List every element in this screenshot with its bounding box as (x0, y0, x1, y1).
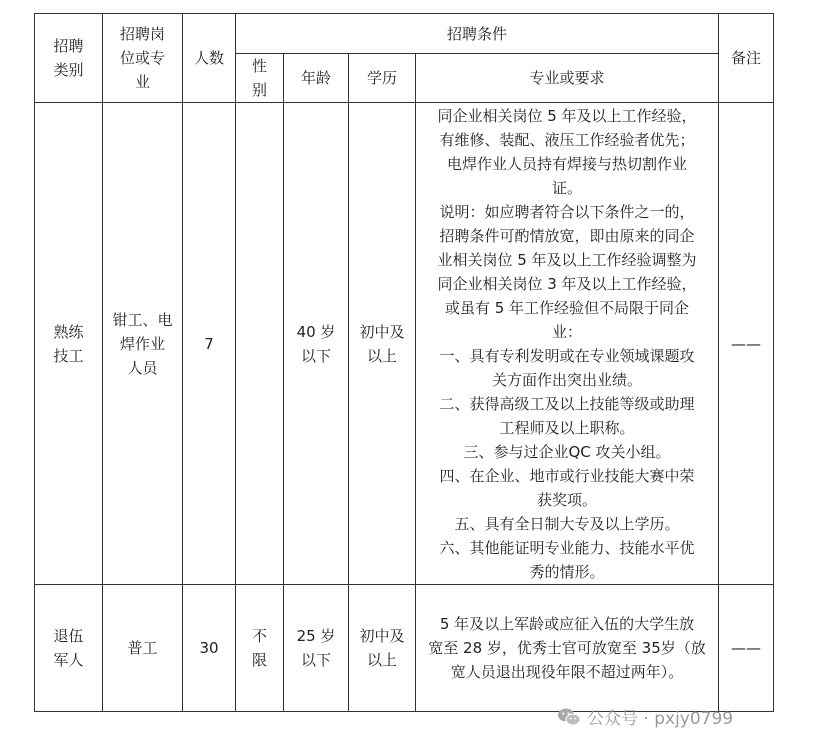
header-gender: 性 别 (236, 54, 284, 103)
header-age: 年龄 (284, 54, 349, 103)
recruitment-table (34, 13, 774, 712)
cell-position: 普工 (103, 585, 183, 712)
cell-gender (236, 103, 284, 585)
header-category: 招聘 类别 (35, 14, 103, 103)
watermark-text: 公众号 · pxjy0799 (587, 709, 734, 729)
cell-gender: 不 限 (236, 585, 284, 712)
header-position: 招聘岗 位或专 业 (103, 14, 183, 103)
cell-education: 初中及 以上 (349, 585, 416, 712)
cell-position: 钳工、电 焊作业 人员 (103, 103, 183, 585)
table-row (35, 103, 774, 585)
cell-education: 初中及 以上 (349, 103, 416, 585)
wechat-icon (557, 707, 581, 727)
cell-remarks: —— (719, 585, 774, 712)
cell-category: 熟练 技工 (35, 103, 103, 585)
table-row (35, 585, 774, 712)
header-count: 人数 (183, 14, 236, 103)
watermark (557, 704, 733, 729)
header-education: 学历 (349, 54, 416, 103)
cell-remarks: —— (719, 103, 774, 585)
cell-requirements: 同企业相关岗位 5 年及以上工作经验， 有维修、装配、液压工作经验者优先； 电焊作业人员持有焊接与热切割作业 证。 说明：如应聘者符合以下条件之一的， 招聘条件可酌情放宽，即由原来的同企 业相关岗位 5 年及以上工作经验调整为 同企业相关岗位 3 年及以上工作经验， 或虽有 5 年工作经验但不局限于同企 业： 一、具有专利发明或在专业领域课题攻 关方面作出突出业绩。 二、获得高级工及以上技能等级或助理 工程师及以上职称。 三、参与过企业QC 攻关小组。 四、在企业、地市或行业技能大赛中荣 获奖项。 五、具有全日制大专及以上学历。 六、其他能证明专业能力、技能水平优 秀的情形。 (416, 103, 719, 585)
cell-age: 25 岁 以下 (284, 585, 349, 712)
cell-count: 30 (183, 585, 236, 712)
header-conditions: 招聘条件 (236, 14, 719, 54)
header-major-requirements: 专业或要求 (416, 54, 719, 103)
header-remarks: 备注 (719, 14, 774, 103)
cell-age: 40 岁 以下 (284, 103, 349, 585)
cell-requirements: 5 年及以上军龄或应征入伍的大学生放 宽至 28 岁，优秀士官可放宽至 35岁（放 宽人员退出现役年限不超过两年）。 (416, 585, 719, 712)
cell-category: 退伍 军人 (35, 585, 103, 712)
cell-count: 7 (183, 103, 236, 585)
